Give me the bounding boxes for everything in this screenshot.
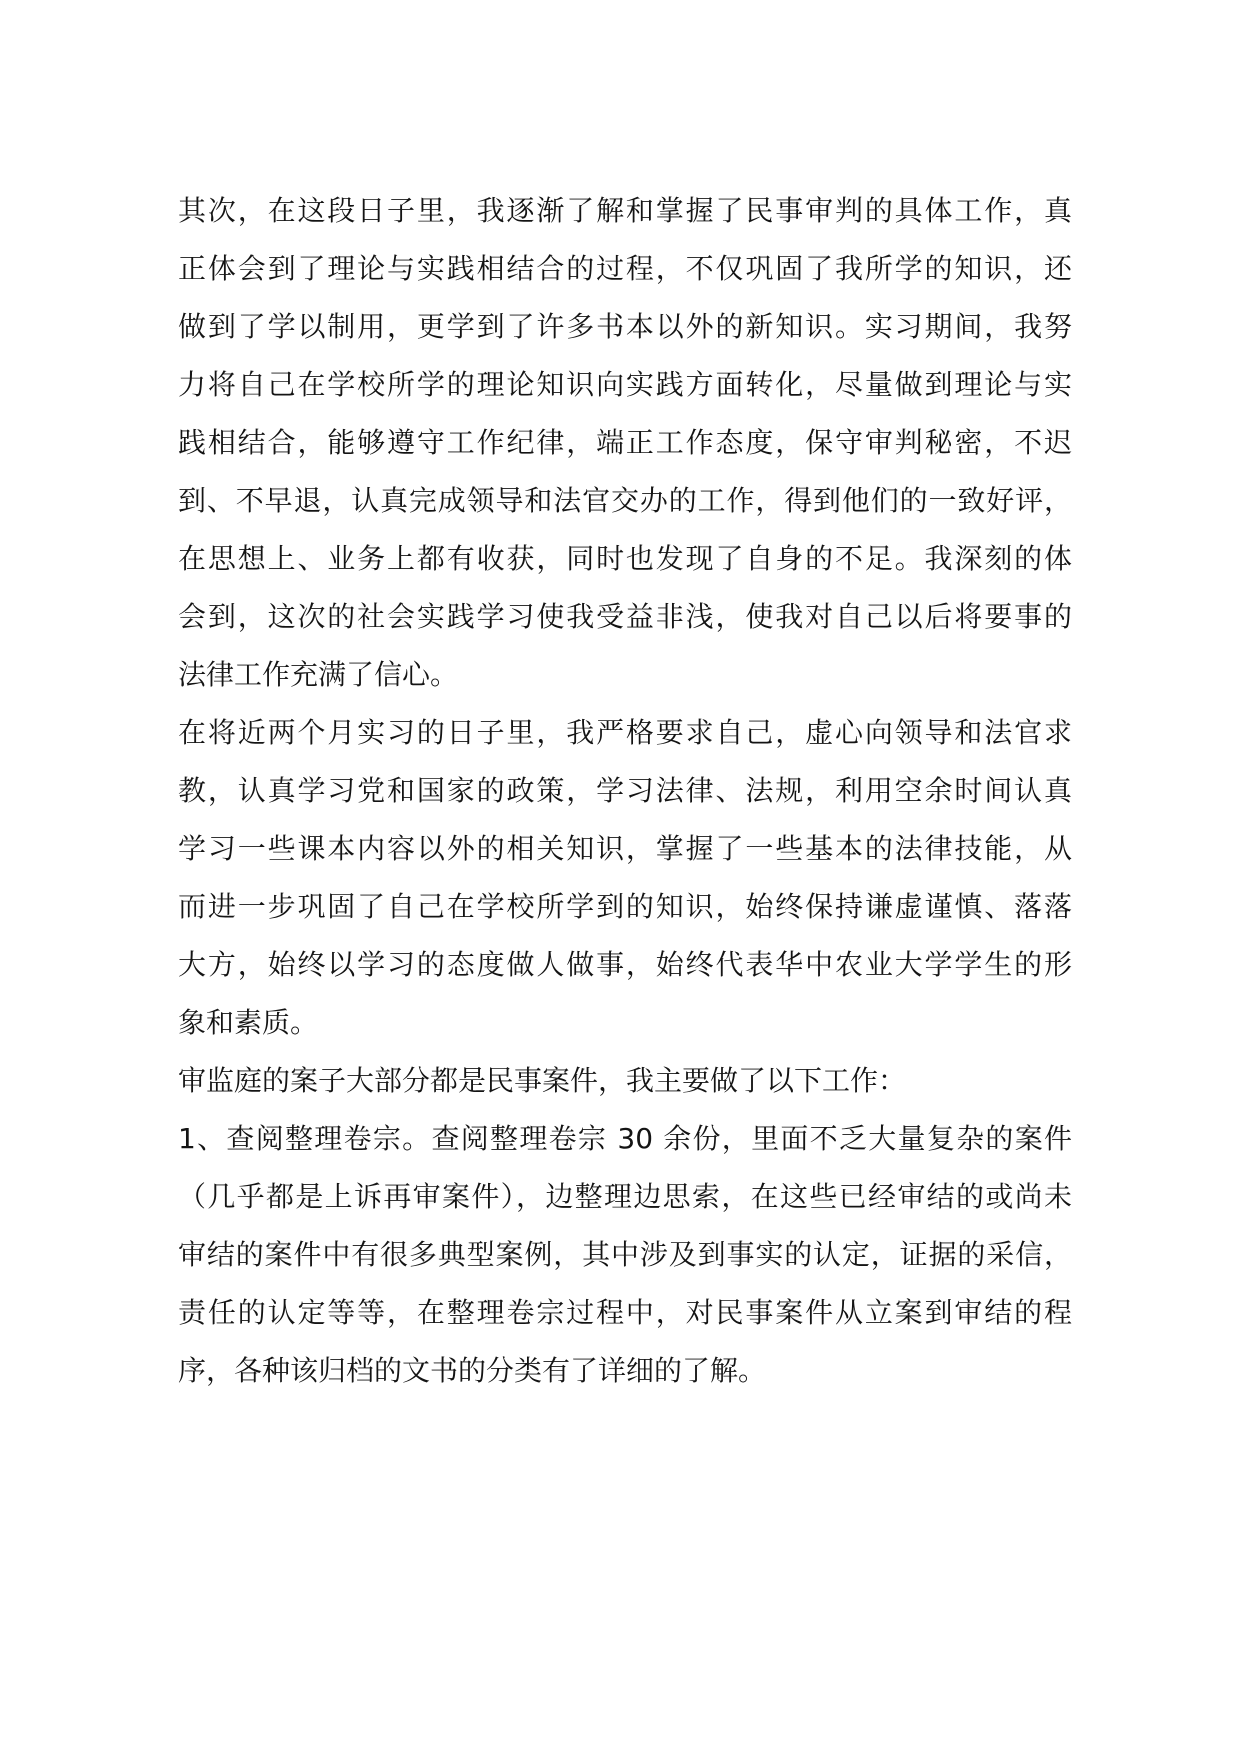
text-line: 而进一步巩固了自己在学校所学到的知识，始终保持谦虚谨慎、落落 [178,890,1072,923]
document-body [178,182,1072,1400]
paragraph-case-file-review [178,1110,1072,1400]
paragraph-work-intro [178,1052,1072,1110]
text-line: 其次，在这段日子里，我逐渐了解和掌握了民事审判的具体工作，真 [178,194,1072,227]
text-line: 做到了学以制用，更学到了许多书本以外的新知识。实习期间，我努 [178,310,1072,343]
text-line: 象和素质。 [178,1006,319,1039]
text-line: 到、不早退，认真完成领导和法官交办的工作，得到他们的一致好评， [178,484,1072,517]
text-line: 审监庭的案子大部分都是民事案件，我主要做了以下工作： [178,1064,907,1097]
text-line: 责任的认定等等，在整理卷宗过程中，对民事案件从立案到审结的程 [178,1296,1072,1329]
text-line: 大方，始终以学习的态度做人做事，始终代表华中农业大学学生的形 [178,948,1072,981]
text-line: 教，认真学习党和国家的政策，学习法律、法规，利用空余时间认真 [178,774,1072,807]
text-line: 力将自己在学校所学的理论知识向实践方面转化，尽量做到理论与实 [178,368,1072,401]
paragraph-civil-trial-work [178,182,1072,704]
text-line: 1、查阅整理卷宗。查阅整理卷宗 30 余份，里面不乏大量复杂的案件 [178,1122,1072,1155]
text-line: 践相结合，能够遵守工作纪律，端正工作态度，保守审判秘密，不迟 [178,426,1072,459]
text-line: 正体会到了理论与实践相结合的过程，不仅巩固了我所学的知识，还 [178,252,1072,285]
text-line: 序，各种该归档的文书的分类有了详细的了解。 [178,1354,767,1387]
text-line: 在思想上、业务上都有收获，同时也发现了自身的不足。我深刻的体 [178,542,1072,575]
text-line: 会到，这次的社会实践学习使我受益非浅，使我对自己以后将要事的 [178,600,1072,633]
text-line: 审结的案件中有很多典型案例，其中涉及到事实的认定，证据的采信， [178,1238,1072,1271]
text-line: （几乎都是上诉再审案件），边整理边思索，在这些已经审结的或尚未 [178,1180,1072,1213]
text-line: 学习一些课本内容以外的相关知识，掌握了一些基本的法律技能，从 [178,832,1072,865]
text-line: 在将近两个月实习的日子里，我严格要求自己，虚心向领导和法官求 [178,716,1072,749]
paragraph-internship-conduct [178,704,1072,1052]
text-line: 法律工作充满了信心。 [178,658,459,691]
